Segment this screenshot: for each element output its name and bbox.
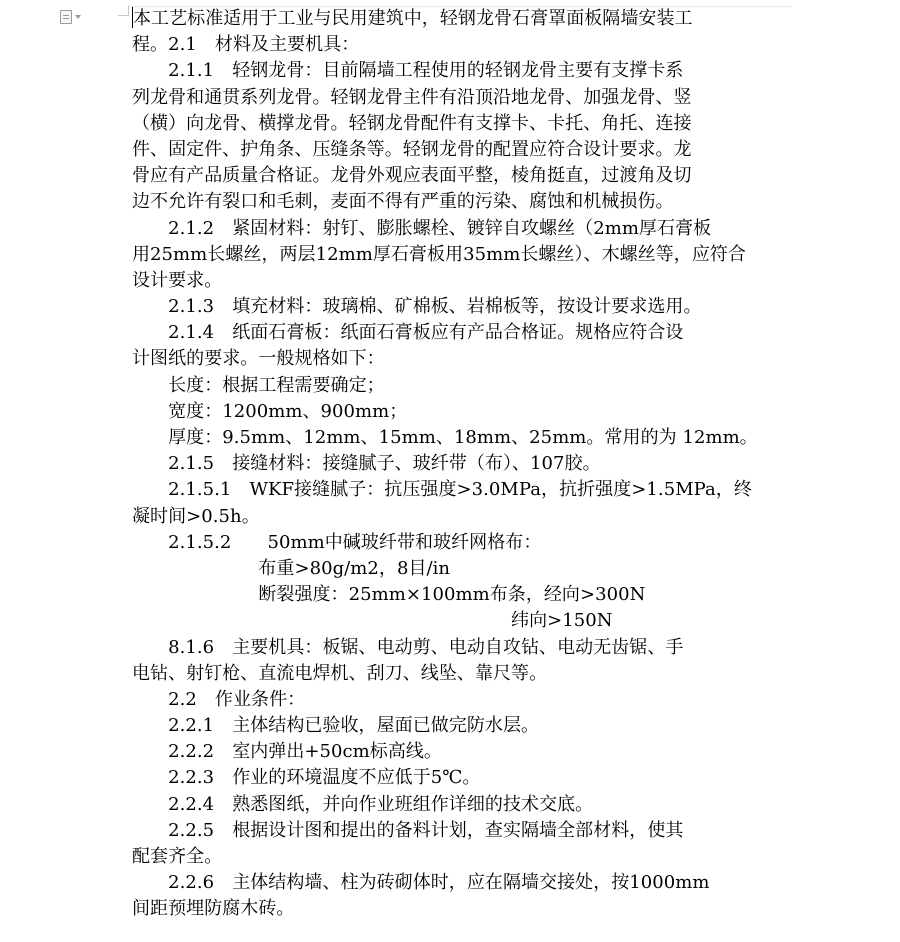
text-line-24: 纬向>150N bbox=[132, 610, 613, 632]
text-line-12: 2.1.3 填充材料：玻璃棉、矿棉板、岩棉板等，按设计要求选用。 bbox=[132, 296, 702, 318]
text-line-7: 骨应有产品质量合格证。龙骨外观应表面平整，棱角挺直，过渡角及切 bbox=[132, 165, 692, 187]
text-line-18: 2.1.5 接缝材料：接缝腻子、玻纤带（布）、107胶。 bbox=[132, 453, 601, 475]
text-line-9: 2.1.2 紧固材料：射钉、膨胀螺栓、镀锌自攻螺丝（2mm厚石膏板 bbox=[132, 217, 712, 239]
margin-corner-mark bbox=[118, 5, 129, 16]
chevron-down-icon bbox=[75, 15, 81, 19]
text-line-19: 2.1.5.1 WKF接缝腻子：抗压强度>3.0MPa，抗折强度>1.5MPa，终 bbox=[132, 479, 752, 501]
document-body[interactable] bbox=[132, 6, 772, 923]
text-line-30: 2.2.3 作业的环境温度不应低于5℃。 bbox=[132, 767, 481, 789]
text-line-34: 2.2.6 主体结构墙、柱为砖砌体时，应在隔墙交接处，按1000mm bbox=[132, 872, 710, 894]
text-line-26: 电钻、射钉枪、直流电焊机、刮刀、线坠、靠尺等。 bbox=[132, 662, 548, 684]
text-line-17: 厚度：9.5mm、12mm、15mm、18mm、25mm。常用的为 12mm。 bbox=[132, 427, 758, 448]
text-line-32: 2.2.5 根据设计图和提出的备料计划，查实隔墙全部材料，使其 bbox=[132, 819, 684, 841]
text-line-16: 宽度：1200mm、900mm； bbox=[132, 400, 408, 422]
text-line-2: 程。2.1 材料及主要机具： bbox=[132, 34, 360, 56]
text-line-5: （横）向龙骨、横撑龙骨。轻钢龙骨配件有支撑卡、卡托、角托、连接 bbox=[132, 112, 692, 134]
text-line-35: 间距预埋防腐木砖。 bbox=[132, 898, 295, 920]
text-line-8: 边不允许有裂口和毛刺，麦面不得有严重的污染、腐蚀和机械损伤。 bbox=[132, 191, 674, 213]
text-line-10: 用25mm长螺丝，两层12mm厚石膏板用35mm长螺丝）、木螺丝等，应符合 bbox=[132, 243, 746, 265]
document-menu[interactable] bbox=[60, 10, 90, 24]
text-line-13: 2.1.4 纸面石膏板：纸面石膏板应有产品合格证。规格应符合设 bbox=[132, 322, 684, 344]
text-line-25: 8.1.6 主要机具：板锯、电动剪、电动自攻钻、电动无齿锯、手 bbox=[132, 636, 684, 658]
text-line-29: 2.2.2 室内弹出+50cm标高线。 bbox=[132, 741, 442, 763]
text-line-22: 布重>80g/m2，8目/in bbox=[132, 557, 451, 579]
text-line-6: 件、固定件、护角条、压缝条等。轻钢龙骨的配置应符合设计要求。龙 bbox=[132, 138, 692, 160]
text-line-20: 凝时间>0.5h。 bbox=[132, 505, 260, 527]
text-line-23: 断裂强度：25mm×100mm布条，经向>300N bbox=[132, 584, 646, 606]
text-line-33: 配套齐全。 bbox=[132, 846, 223, 867]
text-line-27: 2.2 作业条件： bbox=[132, 688, 306, 710]
text-line-1: 本工艺标准适用于工业与民用建筑中，轻钢龙骨石膏罩面板隔墙安装工 bbox=[133, 8, 693, 29]
text-line-11: 设计要求。 bbox=[132, 269, 223, 291]
text-line-31: 2.2.4 熟悉图纸，并向作业班组作详细的技术交底。 bbox=[132, 793, 594, 815]
text-line-15: 长度：根据工程需要确定； bbox=[132, 374, 385, 396]
text-line-14: 计图纸的要求。一般规格如下： bbox=[132, 348, 385, 370]
text-line-4: 列龙骨和通贯系列龙骨。轻钢龙骨主件有沿顶沿地龙骨、加强龙骨、竖 bbox=[132, 86, 692, 108]
text-line-3: 2.1.1 轻钢龙骨：目前隔墙工程使用的轻钢龙骨主要有支撑卡系 bbox=[132, 60, 684, 82]
text-line-28: 2.2.1 主体结构已验收，屋面已做完防水层。 bbox=[132, 715, 540, 737]
text-line-21: 2.1.5.2 50mm中碱玻纤带和玻纤网格布： bbox=[132, 531, 542, 553]
document-icon bbox=[60, 10, 72, 24]
